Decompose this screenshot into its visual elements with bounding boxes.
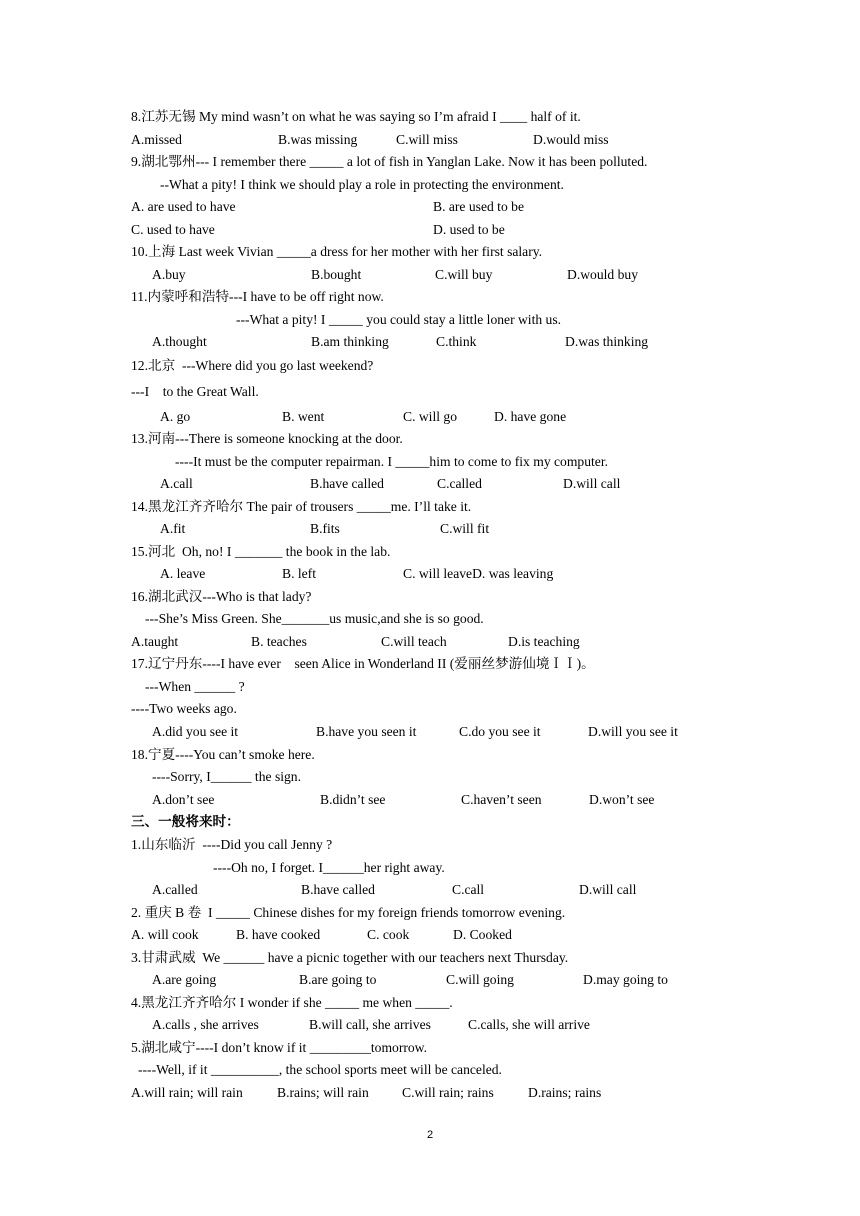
line-text: 1.山东临沂 ----Did you call Jenny ? (131, 837, 333, 852)
line-text: A.taught (131, 634, 179, 649)
line-text: A. go (160, 409, 191, 424)
line-text: ----Two weeks ago. (131, 701, 237, 716)
line-text: ---What a pity! I _____ you could stay a little loner with us. (236, 312, 562, 327)
option-text: D.rains; rains (528, 1085, 602, 1100)
option-text: B.have you seen it (316, 724, 417, 739)
line-text: C. used to have (131, 222, 215, 237)
line-text: 10.上海 Last week Vivian _____a dress for her mother with her first salary. (131, 244, 543, 259)
option-text: D.may going to (583, 972, 668, 987)
option-text: C.calls, she will arrive (468, 1017, 590, 1032)
option-text: B.fits (310, 521, 340, 536)
option-text: D.would buy (567, 267, 638, 282)
option-text: C. will leaveD. was leaving (403, 566, 554, 581)
line-text: ----It must be the computer repairman. I _____him to come to fix my computer. (175, 454, 608, 469)
line-text: 三、一般将来时： (131, 814, 240, 829)
line-text: 15.河北 Oh, no! I _______ the book in the lab. (131, 544, 391, 559)
line-text: A.call (160, 476, 193, 491)
option-text: C.will fit (440, 521, 490, 536)
option-text: C.haven’t seen (461, 792, 542, 807)
line-text: 5.湖北咸宁----I don’t know if it _________tomorrow. (131, 1040, 428, 1055)
option-text: B.didn’t see (320, 792, 386, 807)
option-text: B. have cooked (236, 927, 321, 942)
line-text: 16.湖北武汉---Who is that lady? (131, 589, 312, 604)
option-text: D.will you see it (588, 724, 678, 739)
line-text: A.thought (152, 334, 207, 349)
option-text: B.have called (310, 476, 384, 491)
option-text: B. left (282, 566, 316, 581)
line-text: --What a pity! I think we should play a role in protecting the environment. (160, 177, 564, 192)
line-text: ---When ______ ? (145, 679, 245, 694)
line-text: 2. 重庆 B 卷 I _____ Chinese dishes for my foreign friends tomorrow evening. (131, 905, 566, 920)
line-text: A.buy (152, 267, 186, 282)
option-text: B.bought (311, 267, 362, 282)
option-text: D. Cooked (453, 927, 512, 942)
line-text: ---I to the Great Wall. (131, 384, 259, 399)
option-text: C.call (452, 882, 485, 897)
line-text: 17.辽宁丹东----I have ever seen Alice in Wonderland II (爱丽丝梦游仙境ＩＩ)。 (131, 656, 595, 671)
line-text: A.calls , she arrives (152, 1017, 259, 1032)
option-text: B. went (282, 409, 325, 424)
option-text: C.called (437, 476, 482, 491)
line-text: 8.江苏无锡 My mind wasn’t on what he was saying so I’m afraid I ____ half of it. (131, 109, 581, 124)
option-text: B.have called (301, 882, 375, 897)
option-text: D.will call (563, 476, 621, 491)
option-text: C.do you see it (459, 724, 541, 739)
option-text: B.rains; will rain (277, 1085, 369, 1100)
option-text: B.was missing (278, 132, 358, 147)
line-text: 14.黑龙江齐齐哈尔 The pair of trousers _____me. I’ll take it. (131, 499, 472, 514)
option-text: C. will go (403, 409, 458, 424)
option-text: B.will call, she arrives (309, 1017, 431, 1032)
line-text: ----Sorry, I______ the sign. (152, 769, 301, 784)
line-text: 4.黑龙江齐齐哈尔 I wonder if she _____ me when _____. (131, 995, 453, 1010)
line-text: ----Oh no, I forget. I______her right away. (213, 860, 445, 875)
option-text: C.will miss (396, 132, 458, 147)
option-text: C.will going (446, 972, 514, 987)
option-text: D.would miss (533, 132, 609, 147)
line-text: A.did you see it (152, 724, 239, 739)
line-text: 11.内蒙呼和浩特---I have to be off right now. (131, 289, 384, 304)
option-text: B.are going to (299, 972, 377, 987)
option-text: D.will call (579, 882, 637, 897)
line-text: A.called (152, 882, 198, 897)
option-text: B. teaches (251, 634, 307, 649)
option-text: D.is teaching (508, 634, 580, 649)
option-text: C.will rain; rains (402, 1085, 494, 1100)
option-text: D.won’t see (589, 792, 655, 807)
page-number: 2 (426, 1129, 434, 1141)
line-text: A. leave (160, 566, 206, 581)
option-text: B.am thinking (311, 334, 389, 349)
line-text: A.are going (152, 972, 217, 987)
line-text: A.missed (131, 132, 182, 147)
line-text: 3.甘肃武威 We ______ have a picnic together with our teachers next Thursday. (131, 950, 569, 965)
line-text: ---She’s Miss Green. She_______us music,and she is so good. (145, 611, 484, 626)
option-text: D. used to be (433, 222, 505, 237)
option-text: C. cook (367, 927, 410, 942)
line-text: ----Well, if it __________, the school sports meet will be canceled. (138, 1062, 502, 1077)
line-text: 9.湖北鄂州--- I remember there _____ a lot of fish in Yanglan Lake. Now it has been polluted. (131, 154, 648, 169)
line-text: 12.北京 ---Where did you go last weekend? (131, 358, 374, 373)
line-text: A.will rain; will rain (131, 1085, 243, 1100)
line-text: 13.河南---There is someone knocking at the door. (131, 431, 403, 446)
line-text: A. will cook (131, 927, 199, 942)
option-text: D.was thinking (565, 334, 649, 349)
line-text: A. are used to have (131, 199, 236, 214)
option-text: D. have gone (494, 409, 567, 424)
option-text: C.will teach (381, 634, 447, 649)
option-text: C.will buy (435, 267, 493, 282)
line-text: 18.宁夏----You can’t smoke here. (131, 747, 315, 762)
line-text: A.fit (160, 521, 186, 536)
option-text: C.think (436, 334, 477, 349)
line-text: A.don’t see (152, 792, 215, 807)
option-text: B. are used to be (433, 199, 524, 214)
